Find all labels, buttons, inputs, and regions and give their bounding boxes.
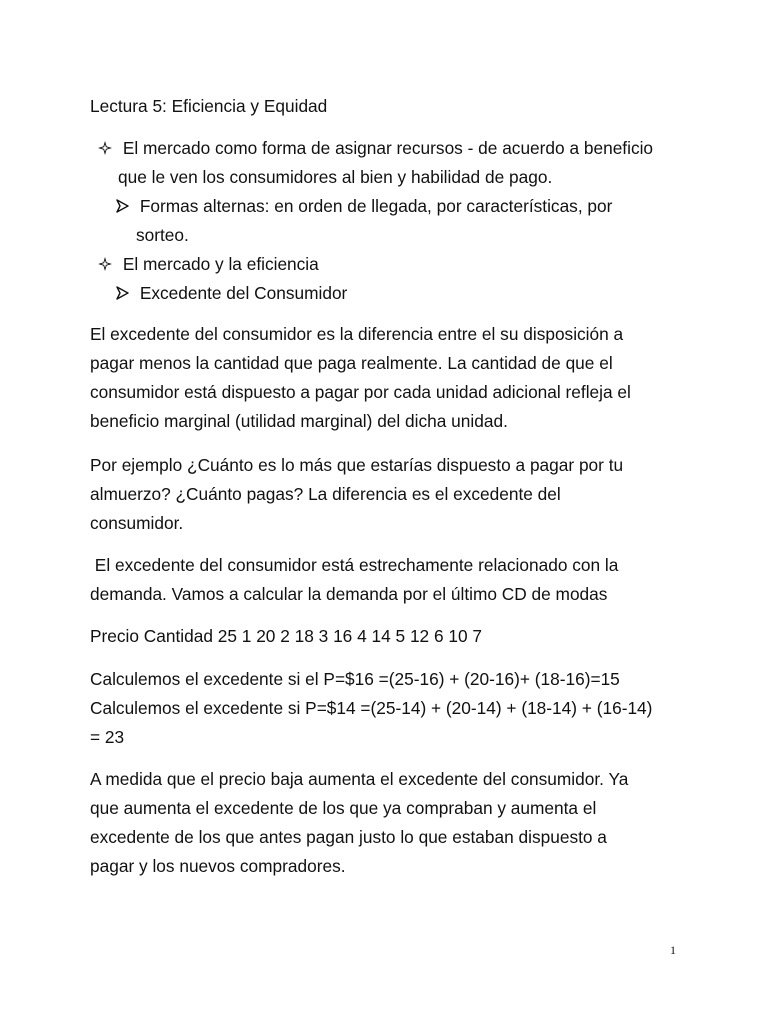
outline-subitem-2-text: Excedente del Consumidor — [139, 283, 348, 303]
lecture-heading: Lectura 5: Eficiencia y Equidad — [90, 96, 328, 116]
paragraph-1-line: beneficio marginal (utilidad marginal) del dicha unidad. — [90, 411, 508, 431]
outline-subitem-1 — [116, 194, 612, 218]
diamond-bullet-icon — [98, 257, 112, 271]
page-number: 1 — [670, 943, 676, 957]
paragraph-6-line: pagar y los nuevos compradores. — [90, 856, 346, 876]
paragraph-6-line: que aumenta el excedente de los que ya compraban y aumenta el — [90, 798, 597, 818]
calculation-line: Calculemos el excedente si el P=$16 =(25-16) + (20-16)+ (18-16)=15 — [90, 669, 620, 689]
outline-subitem-1-text: Formas alternas: en orden de llegada, por características, por — [139, 196, 613, 216]
outline-subitem-2 — [116, 281, 347, 305]
paragraph-3-line: El excedente del consumidor está estrechamente relacionado con la — [90, 555, 619, 575]
outline-item-1 — [98, 136, 653, 160]
outline-item-2 — [98, 252, 319, 276]
arrowhead-bullet-icon — [116, 286, 129, 300]
paragraph-2-line: almuerzo? ¿Cuánto pagas? La diferencia es el excedente del — [90, 484, 561, 504]
paragraph-3-line: demanda. Vamos a calcular la demanda por el último CD de modas — [90, 584, 608, 604]
arrowhead-bullet-icon — [116, 199, 129, 213]
demand-data-line: Precio Cantidad 25 1 20 2 18 3 16 4 14 5 12 6 10 7 — [90, 626, 483, 646]
outline-item-1-text: El mercado como forma de asignar recursos - de acuerdo a beneficio — [122, 138, 654, 158]
calculation-line: = 23 — [90, 727, 125, 747]
outline-subitem-1-continuation: sorteo. — [136, 225, 189, 245]
paragraph-1-line: pagar menos la cantidad que paga realmente. La cantidad de que el — [90, 353, 613, 373]
paragraph-6-line: A medida que el precio baja aumenta el excedente del consumidor. Ya — [90, 769, 629, 789]
paragraph-6-line: excedente de los que antes pagan justo lo que estaban dispuesto a — [90, 827, 607, 847]
paragraph-2-line: consumidor. — [90, 513, 184, 533]
paragraph-2-line: Por ejemplo ¿Cuánto es lo más que estarías dispuesto a pagar por tu — [90, 455, 624, 475]
document-page — [90, 0, 690, 1024]
paragraph-1-line: El excedente del consumidor es la diferencia entre el su disposición a — [90, 324, 624, 344]
diamond-bullet-icon — [98, 141, 112, 155]
outline-item-2-text: El mercado y la eficiencia — [122, 254, 319, 274]
calculation-line: Calculemos el excedente si P=$14 =(25-14) + (20-14) + (18-14) + (16-14) — [90, 698, 653, 718]
outline-item-1-continuation: que le ven los consumidores al bien y habilidad de pago. — [118, 167, 553, 187]
paragraph-1-line: consumidor está dispuesto a pagar por cada unidad adicional refleja el — [90, 382, 631, 402]
